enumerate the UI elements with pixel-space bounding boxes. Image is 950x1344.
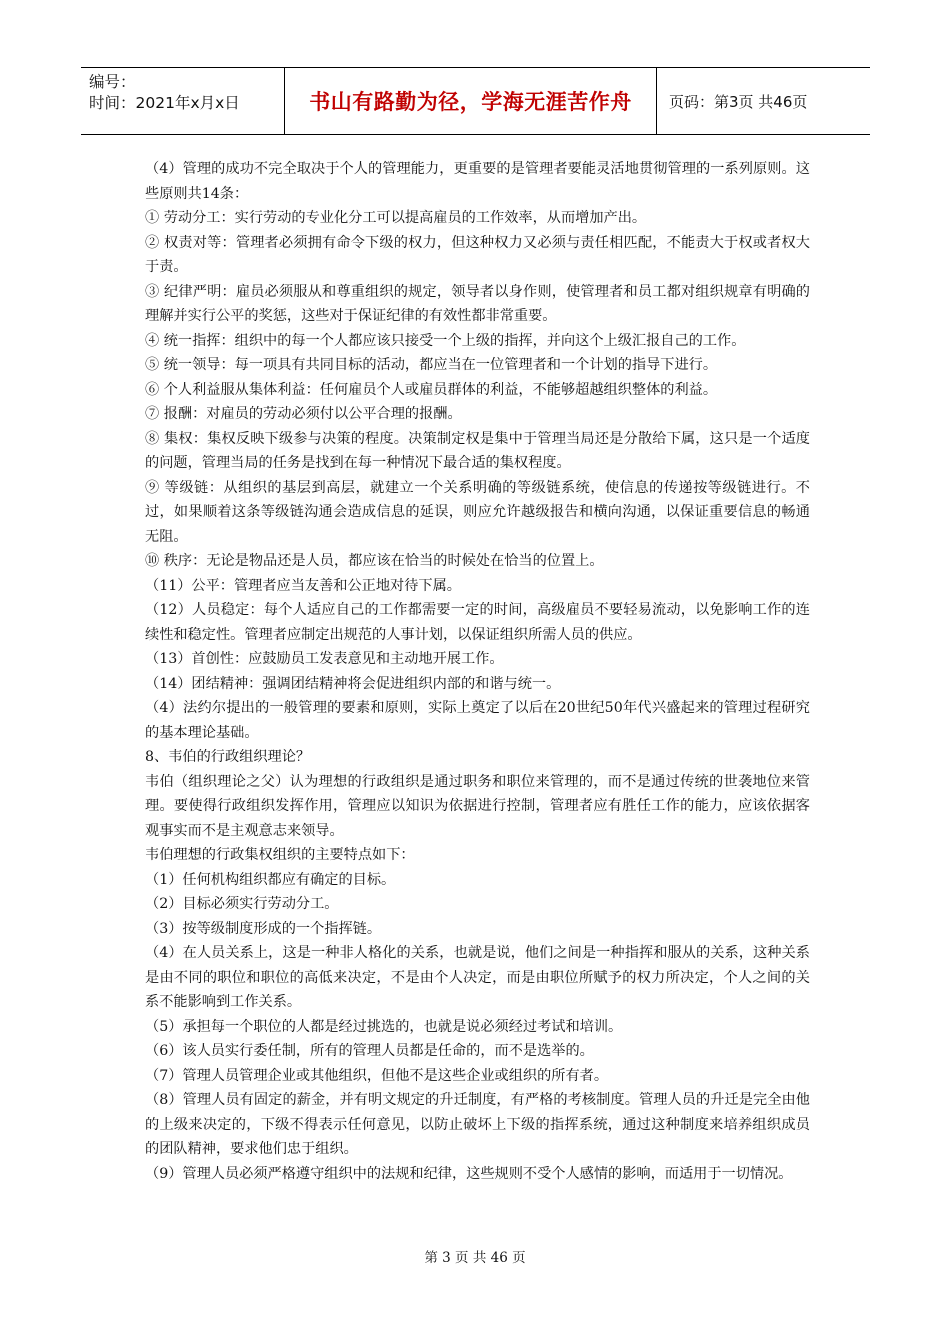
paragraph: ⑩ 秩序：无论是物品还是人员，都应该在恰当的时候处在恰当的位置上。 <box>145 553 604 569</box>
paragraph: （4）法约尔提出的一般管理的要素和原则，实际上奠定了以后在20世纪50年代兴盛起来的管理过程研究的基本理论基础。 <box>145 700 810 741</box>
paragraph: （13）首创性：应鼓励员工发表意见和主动地开展工作。 <box>145 651 504 667</box>
paragraph: （9）管理人员必须严格遵守组织中的法规和纪律，这些规则不受个人感情的影响，而适用于一切情况。 <box>145 1165 793 1182</box>
paragraph: ③ 纪律严明：雇员必须服从和尊重组织的规定，领导者以身作则，使管理者和员工都对组织规章有明确的理解并实行公平的奖惩，这些对于保证纪律的有效性都非常重要。 <box>145 283 810 324</box>
paragraph: （3）按等级制度形成的一个指挥链。 <box>145 920 382 937</box>
paragraph: ⑧ 集权：集权反映下级参与决策的程度。决策制定权是集中于管理当局还是分散给下属，这只是一个适度的问题，管理当局的任务是找到在每一种情况下最合适的集权程度。 <box>145 430 810 471</box>
paragraph: （8）管理人员有固定的薪金，并有明文规定的升迁制度，有严格的考核制度。管理人员的升迁是完全由他的上级来决定的，下级不得表示任何意见，以防止破坏上下级的指挥系统，通过这种制度来培养组织成员的团队精神，要求他们忠于组织。 <box>145 1092 810 1157</box>
paragraph: ① 劳动分工：实行劳动的专业化分工可以提高雇员的工作效率，从而增加产出。 <box>145 210 647 226</box>
paragraph: ⑨ 等级链：从组织的基层到高层，就建立一个关系明确的等级链系统，使信息的传递按等级链进行。不过，如果顺着这条等级链沟通会造成信息的延误，则应允许越级报告和横向沟通，以保证重要信息的畅通无阻。 <box>145 479 810 545</box>
paragraph: （1）任何机构组织都应有确定的目标。 <box>145 871 396 888</box>
header-page-number: 页码：第3页 共46页 <box>669 92 808 111</box>
paragraph: （2）目标必须实行劳动分工。 <box>145 896 339 912</box>
document-number-label: 编号： <box>89 73 136 91</box>
paragraph: 韦伯理想的行政集权组织的主要特点如下： <box>145 847 415 863</box>
header-motto: 书山有路勤为径，学海无涯苦作舟 <box>285 68 657 134</box>
paragraph: （4）管理的成功不完全取决于个人的管理能力，更重要的是管理者要能灵活地贯彻管理的一系列原则。这些原则共14条： <box>145 161 810 202</box>
page-header <box>81 67 870 135</box>
paragraph: ⑤ 统一领导：每一项具有共同目标的活动，都应当在一位管理者和一个计划的指导下进行。 <box>145 357 718 373</box>
paragraph: ⑥ 个人利益服从集体利益：任何雇员个人或雇员群体的利益，不能够超越组织整体的利益。 <box>145 381 718 398</box>
page-footer: 第 3 页 共 46 页 <box>424 1250 526 1266</box>
paragraph: （11）公平：管理者应当友善和公正地对待下属。 <box>145 577 461 594</box>
paragraph: （5）承担每一个职位的人都是经过挑选的，也就是说必须经过考试和培训。 <box>145 1018 623 1035</box>
paragraph: 8、韦伯的行政组织理论？ <box>145 749 311 765</box>
paragraph: （7）管理人员管理企业或其他组织，但他不是这些企业或组织的所有者。 <box>145 1067 609 1084</box>
document-body <box>145 157 810 1186</box>
header-info-cell <box>81 68 285 134</box>
document-date-label: 时间：2021年x月x日 <box>89 94 240 112</box>
paragraph: ④ 统一指挥：组织中的每一个人都应该只接受一个上级的指挥，并向这个上级汇报自己的工作。 <box>145 332 746 349</box>
paragraph: （6）该人员实行委任制，所有的管理人员都是任命的，而不是选举的。 <box>145 1043 594 1059</box>
paragraph: ⑦ 报酬：对雇员的劳动必须付以公平合理的报酬。 <box>145 406 462 422</box>
paragraph: （4）在人员关系上，这是一种非人格化的关系，也就是说，他们之间是一种指挥和服从的关系，这种关系是由不同的职位和职位的高低来决定，不是由个人决定，而是由职位所赋予的权力所决定，个人之间的关系不能影响到工作关系。 <box>145 945 810 1010</box>
paragraph: ② 权责对等：管理者必须拥有命令下级的权力，但这种权力又必须与责任相匹配，不能责大于权或者权大于责。 <box>145 234 810 275</box>
paragraph: 韦伯（组织理论之父）认为理想的行政组织是通过职务和职位来管理的，而不是通过传统的世袭地位来管理。要使得行政组织发挥作用，管理应以知识为依据进行控制，管理者应有胜任工作的能力，应该依据客观事实而不是主观意志来领导。 <box>145 773 810 839</box>
paragraph: （14）团结精神：强调团结精神将会促进组织内部的和谐与统一。 <box>145 675 561 692</box>
paragraph: （12）人员稳定：每个人适应自己的工作都需要一定的时间，高级雇员不要轻易流动，以免影响工作的连续性和稳定性。管理者应制定出规范的人事计划，以保证组织所需人员的供应。 <box>145 602 810 643</box>
